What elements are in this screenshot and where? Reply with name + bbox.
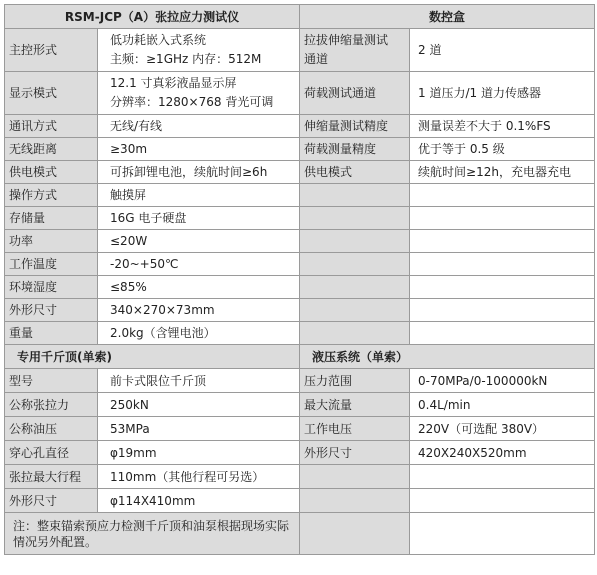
spec-value: 触摸屏 (98, 184, 300, 207)
spec-label (300, 230, 410, 253)
table-row (5, 322, 595, 345)
spec-value-line: 主频：≥1GHz 内存：512M (110, 52, 262, 66)
table-row (5, 29, 595, 72)
spec-label: 无线距离 (5, 138, 98, 161)
device-title: RSM-JCP（A）张拉应力测试仪 (5, 5, 300, 29)
spec-value: 16G 电子硬盘 (98, 207, 300, 230)
spec-label: 工作温度 (5, 253, 98, 276)
spec-value: -20~+50℃ (98, 253, 300, 276)
spec-label (300, 299, 410, 322)
control-box-title: 数控盒 (300, 5, 595, 29)
spec-value: φ19mm (98, 441, 300, 465)
spec-label: 主控形式 (5, 29, 98, 72)
spec-value (410, 489, 595, 513)
jack-section-title: 专用千斤顶(单索) (5, 345, 300, 369)
config-note: 注：整束锚索预应力检测千斤顶和油泵根据现场实际情况另外配置。 (5, 513, 300, 555)
spec-value-line: 分辨率：1280×768 背光可调 (110, 95, 274, 109)
spec-label: 穿心孔直径 (5, 441, 98, 465)
spec-label-line: 通道 (304, 52, 329, 66)
spec-value: φ114X410mm (98, 489, 300, 513)
spec-label: 压力范围 (300, 369, 410, 393)
table-row (5, 230, 595, 253)
spec-value: 续航时间≥12h，充电器充电 (410, 161, 595, 184)
spec-value: 420X240X520mm (410, 441, 595, 465)
spec-label: 重量 (5, 322, 98, 345)
spec-value: 2 道 (410, 29, 595, 72)
spec-value: 250kN (98, 393, 300, 417)
table-row (5, 184, 595, 207)
spec-label (300, 276, 410, 299)
spec-label: 供电模式 (5, 161, 98, 184)
spec-label: 公称油压 (5, 417, 98, 441)
spec-value (410, 465, 595, 489)
spec-label (300, 465, 410, 489)
table-row (5, 138, 595, 161)
spec-label (300, 29, 410, 72)
spec-label (300, 322, 410, 345)
table-row (5, 441, 595, 465)
spec-value (98, 72, 300, 115)
spec-label: 型号 (5, 369, 98, 393)
spec-label: 存储量 (5, 207, 98, 230)
spec-label: 显示模式 (5, 72, 98, 115)
spec-value: 0.4L/min (410, 393, 595, 417)
table-row (5, 465, 595, 489)
note-row (5, 513, 595, 555)
table-row (5, 161, 595, 184)
title-row (5, 5, 595, 29)
section-header-row (5, 345, 595, 369)
spec-value (410, 299, 595, 322)
spec-label (300, 184, 410, 207)
spec-label: 公称张拉力 (5, 393, 98, 417)
spec-value: 优于等于 0.5 级 (410, 138, 595, 161)
spec-value (410, 322, 595, 345)
spec-label: 外形尺寸 (300, 441, 410, 465)
spec-value (98, 29, 300, 72)
spec-value: 0-70MPa/0-100000kN (410, 369, 595, 393)
spec-label: 荷载测量精度 (300, 138, 410, 161)
spec-label: 功率 (5, 230, 98, 253)
spec-label: 外形尺寸 (5, 489, 98, 513)
spec-value-line: 低功耗嵌入式系统 (110, 33, 207, 47)
table-row (5, 393, 595, 417)
spec-label: 供电模式 (300, 161, 410, 184)
spec-label-line: 拉拔伸缩量测试 (304, 33, 389, 47)
spec-label: 最大流量 (300, 393, 410, 417)
spec-value: 220V（可选配 380V） (410, 417, 595, 441)
table-row (5, 72, 595, 115)
spec-value: 1 道压力/1 道力传感器 (410, 72, 595, 115)
table-row (5, 369, 595, 393)
spec-label: 环境湿度 (5, 276, 98, 299)
spec-label: 张拉最大行程 (5, 465, 98, 489)
spec-value: 340×270×73mm (98, 299, 300, 322)
spec-value: ≤20W (98, 230, 300, 253)
spec-value: 110mm（其他行程可另选） (98, 465, 300, 489)
spec-label: 操作方式 (5, 184, 98, 207)
spec-label (300, 253, 410, 276)
spec-value-line: 12.1 寸真彩液晶显示屏 (110, 76, 237, 90)
table-row (5, 253, 595, 276)
spec-value: 测量误差不大于 0.1%FS (410, 115, 595, 138)
spec-value (410, 276, 595, 299)
spec-value (410, 253, 595, 276)
hydraulic-section-title: 液压系统（单索） (300, 345, 595, 369)
table-row (5, 276, 595, 299)
table-row (5, 207, 595, 230)
spec-label: 通讯方式 (5, 115, 98, 138)
table-row (5, 299, 595, 322)
spec-label: 工作电压 (300, 417, 410, 441)
spec-value: 无线/有线 (98, 115, 300, 138)
spec-value: 前卡式限位千斤顶 (98, 369, 300, 393)
spec-label: 荷载测试通道 (300, 72, 410, 115)
spec-value: 53MPa (98, 417, 300, 441)
spec-value: 可拆卸锂电池，续航时间≥6h (98, 161, 300, 184)
spec-value: ≥30m (98, 138, 300, 161)
spec-value (410, 207, 595, 230)
spec-value: 2.0kg（含锂电池） (98, 322, 300, 345)
spec-table (4, 4, 595, 555)
table-row (5, 417, 595, 441)
spec-label (300, 207, 410, 230)
spec-value (410, 184, 595, 207)
spec-value (410, 513, 595, 555)
spec-value: ≤85% (98, 276, 300, 299)
spec-label (300, 489, 410, 513)
table-row (5, 115, 595, 138)
spec-value (410, 230, 595, 253)
spec-label: 伸缩量测试精度 (300, 115, 410, 138)
table-row (5, 489, 595, 513)
spec-label (300, 513, 410, 555)
spec-label: 外形尺寸 (5, 299, 98, 322)
